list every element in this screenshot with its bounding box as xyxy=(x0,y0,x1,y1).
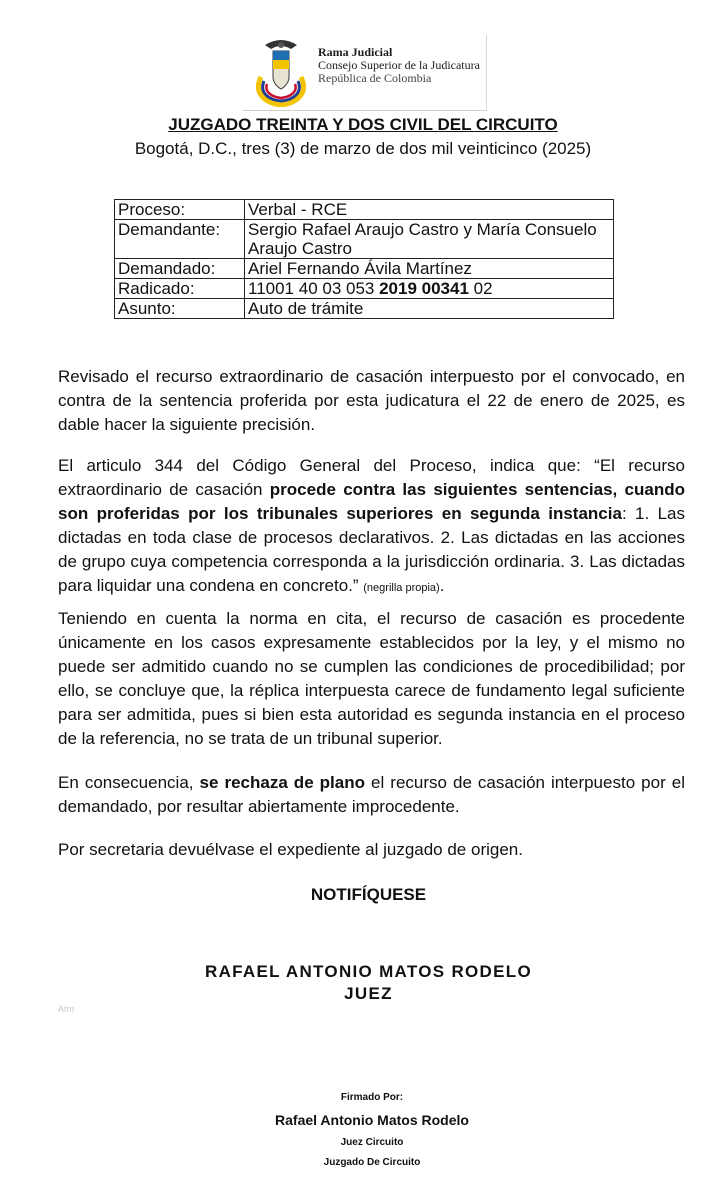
logo-divider xyxy=(243,110,487,111)
signer-title: JUEZ xyxy=(344,984,393,1003)
table-value: Sergio Rafael Araujo Castro y María Consuelo Araujo Castro xyxy=(245,220,614,259)
logo-line-3: República de Colombia xyxy=(318,71,432,85)
table-label: Asunto: xyxy=(115,299,245,319)
logo-divider-vertical xyxy=(486,35,487,111)
logo-line-1: Rama Judicial xyxy=(318,45,393,59)
signer-name: RAFAEL ANTONIO MATOS RODELO xyxy=(205,962,532,981)
table-value: Auto de trámite xyxy=(245,299,614,319)
initials: Atm xyxy=(58,1004,75,1014)
table-value: Verbal - RCE xyxy=(245,200,614,220)
table-label: Demandado: xyxy=(115,259,245,279)
e-signer-name: Rafael Antonio Matos Rodelo xyxy=(275,1112,469,1128)
signed-by-label: Firmado Por: xyxy=(340,1092,404,1103)
document-date: Bogotá, D.C., tres (3) de marzo de dos mil veinticinco (2025) xyxy=(134,139,592,158)
table-row xyxy=(115,200,614,220)
table-value: Ariel Fernando Ávila Martínez xyxy=(245,259,614,279)
logo-line-2: Consejo Superior de la Judicatura xyxy=(318,58,480,72)
table-label: Demandante: xyxy=(115,220,245,259)
table-label: Proceso: xyxy=(115,200,245,220)
signer-block xyxy=(0,961,726,1005)
table-row xyxy=(115,299,614,319)
paragraph-3: Teniendo en cuenta la norma en cita, el recurso de casación es procedente únicamente en los casos expresamente establecidos por la ley, y el mismo no puede ser admitido cuando no se cumplen las condiciones de procedibilidad; por ello, se concluye que, la réplica interpuesta carece de fundamento legal suficiente para ser admitida, pues si bien esta autoridad es segunda instancia en el proceso de la referencia, no se trata de un tribunal superior. xyxy=(58,609,685,748)
table-row xyxy=(115,259,614,279)
notify-heading: NOTIFÍQUESE xyxy=(310,885,427,904)
court-title: JUZGADO TREINTA Y DOS CIVIL DEL CIRCUITO xyxy=(168,115,558,134)
case-info-table xyxy=(114,199,614,319)
table-row xyxy=(115,220,614,259)
table-value: 11001 40 03 053 2019 00341 02 xyxy=(245,279,614,299)
paragraph-2: El articulo 344 del Código General del Proceso, indica que: “El recurso extraordinario de casación procede contra las siguientes sentencias, cuando son proferidas por los tribunales superiores en segunda instancia: 1. Las dictadas en toda clase de procesos declarativos. 2. Las dictadas en las acciones de grupo cuya competencia corresponda a la jurisdicción ordinaria. 3. Las dictadas para liquidar una condena en concreto.” (negrilla propia). xyxy=(58,456,686,595)
paragraph-5: Por secretaria devuélvase el expediente al juzgado de origen. xyxy=(58,840,523,859)
e-signer-role: Juez Circuito xyxy=(340,1137,404,1148)
paragraph-1: Revisado el recurso extraordinario de casación interpuesto por el convocado, en contra de la sentencia proferida por esta judicatura el 22 de enero de 2025, es dable hacer la siguiente precisión. xyxy=(58,367,685,434)
table-row xyxy=(115,279,614,299)
paragraph-4: En consecuencia, se rechaza de plano el recurso de casación interpuesto por el demandado, por resultar abiertamente improcedente. xyxy=(58,773,685,816)
logo-text xyxy=(318,46,480,85)
e-signer-office: Juzgado De Circuito xyxy=(323,1157,421,1168)
coat-of-arms-icon xyxy=(251,37,311,107)
table-label: Radicado: xyxy=(115,279,245,299)
